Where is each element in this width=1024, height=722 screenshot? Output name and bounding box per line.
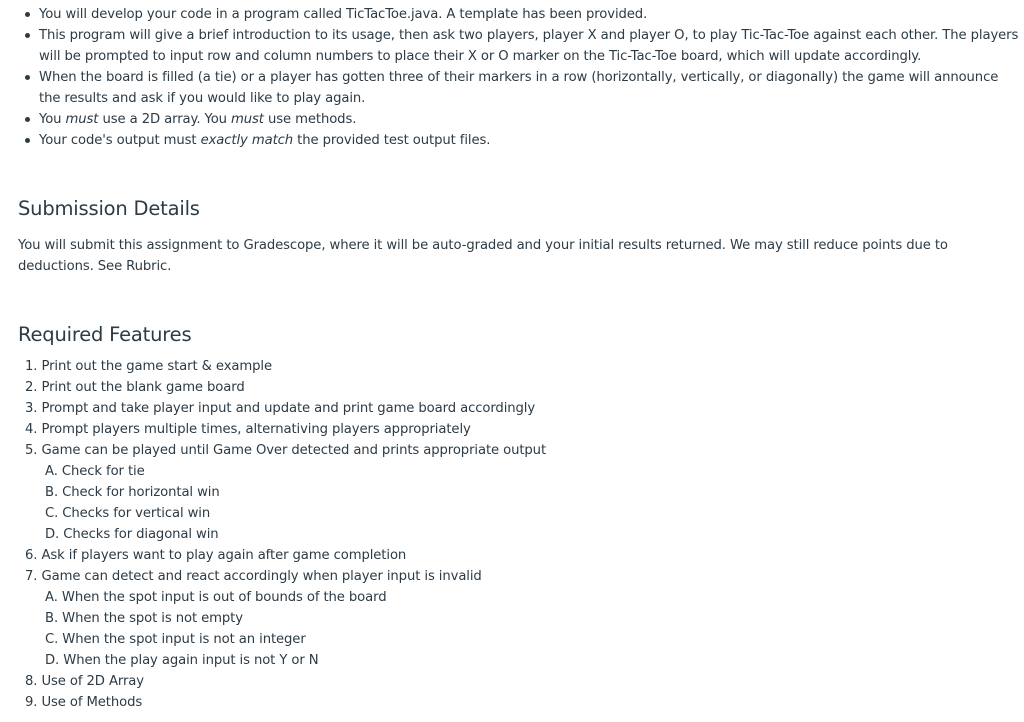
submission-details-text: You will submit this assignment to Gradescope, where it will be auto-graded and your initial results returned. We may still reduce points due to deductions. See Rubric.	[18, 238, 948, 274]
required-feature-item	[0, 419, 1000, 440]
feature-sub-list	[25, 461, 1000, 545]
feature-sub-item	[25, 482, 1000, 503]
sub-item-text: Checks for vertical win	[62, 506, 211, 521]
bullet-item	[0, 130, 1024, 151]
sub-item-text: Check for tie	[61, 464, 145, 479]
bullet-dot	[25, 33, 30, 38]
bullet-text: use a 2D array. You	[98, 112, 232, 127]
sub-item-text: Checks for diagonal win	[63, 527, 219, 542]
sub-item-text: When the spot input is out of bounds of the board	[61, 590, 387, 605]
sub-item-letter: D.	[45, 653, 64, 668]
feature-text: Print out the game start & example	[41, 359, 272, 374]
bullet-dot	[25, 12, 30, 17]
required-features-heading: Required Features	[18, 323, 192, 346]
sub-item-letter: B.	[45, 485, 63, 500]
bullet-item	[0, 67, 1024, 109]
feature-text: Game can detect and react accordingly when player input is invalid	[41, 569, 482, 584]
sub-item-letter: A.	[45, 590, 62, 605]
sub-item-letter: D.	[45, 527, 64, 542]
bullet-text: Your code's output must	[39, 133, 201, 148]
bullet-dot	[25, 117, 30, 122]
feature-sub-list	[25, 587, 1000, 671]
sub-item-letter: C.	[45, 632, 63, 647]
required-feature-item	[0, 566, 1000, 671]
sub-item-letter: A.	[45, 464, 62, 479]
sub-item-letter: B.	[45, 611, 63, 626]
feature-text: Ask if players want to play again after game completion	[41, 548, 407, 563]
feature-text: Game can be played until Game Over detected and prints appropriate output	[41, 443, 547, 458]
feature-number: 1.	[25, 359, 42, 374]
feature-sub-item	[25, 629, 1000, 650]
bullet-item	[0, 25, 1024, 67]
required-feature-item	[0, 671, 1000, 692]
feature-number: 5.	[25, 443, 42, 458]
required-feature-item	[0, 692, 1000, 713]
bullet-text: You will develop your code in a program called TicTacToe.java. A template has been provided.	[39, 7, 648, 22]
required-feature-item	[0, 398, 1000, 419]
feature-text: Prompt and take player input and update and print game board accordingly	[41, 401, 536, 416]
sub-item-letter: C.	[45, 506, 63, 521]
sub-item-text: When the spot input is not an integer	[62, 632, 306, 647]
bullet-text: the provided test output files.	[293, 133, 491, 148]
feature-text: Use of 2D Array	[41, 674, 144, 689]
bullet-item	[0, 109, 1024, 130]
feature-number: 4.	[25, 422, 42, 437]
required-feature-item	[0, 545, 1000, 566]
required-feature-item	[0, 356, 1000, 377]
feature-sub-item	[25, 461, 1000, 482]
bullet-text: You	[39, 112, 66, 127]
submission-details-heading: Submission Details	[18, 197, 200, 220]
sub-item-text: When the spot is not empty	[62, 611, 243, 626]
feature-number: 2.	[25, 380, 42, 395]
emphasis-text: exactly match	[200, 133, 294, 148]
feature-text: Use of Methods	[41, 695, 143, 710]
required-feature-item	[0, 377, 1000, 398]
bullet-dot	[25, 138, 30, 143]
sub-item-text: Check for horizontal win	[62, 485, 220, 500]
feature-number: 7.	[25, 569, 42, 584]
bullet-item	[0, 4, 1024, 25]
bullet-text: use methods.	[263, 112, 357, 127]
required-features-list	[0, 356, 1000, 713]
emphasis-text: must	[231, 112, 264, 127]
feature-number: 8.	[25, 674, 42, 689]
feature-number: 6.	[25, 548, 42, 563]
intro-bullet-list	[0, 4, 1024, 151]
required-feature-item	[0, 440, 1000, 545]
feature-sub-item	[25, 587, 1000, 608]
feature-sub-item	[25, 503, 1000, 524]
feature-text: Prompt players multiple times, alternativing players appropriately	[41, 422, 471, 437]
sub-item-text: When the play again input is not Y or N	[63, 653, 319, 668]
emphasis-text: must	[65, 112, 99, 127]
feature-text: Print out the blank game board	[41, 380, 245, 395]
feature-number: 3.	[25, 401, 42, 416]
bullet-text: When the board is filled (a tie) or a player has gotten three of their markers in a row (horizontally, vertically, or diagonally) the game will announce the results and ask if you would like to play again.	[39, 70, 999, 106]
feature-number: 9.	[25, 695, 42, 710]
bullet-dot	[25, 75, 30, 80]
feature-sub-item	[25, 608, 1000, 629]
feature-sub-item	[25, 650, 1000, 671]
bullet-text: This program will give a brief introduction to its usage, then ask two players, player X and player O, to play Tic-Tac-Toe against each other. The players will be prompted to input row and column numbers to place their X or O marker on the Tic-Tac-Toe board, which will update accordingly.	[39, 28, 1019, 64]
feature-sub-item	[25, 524, 1000, 545]
